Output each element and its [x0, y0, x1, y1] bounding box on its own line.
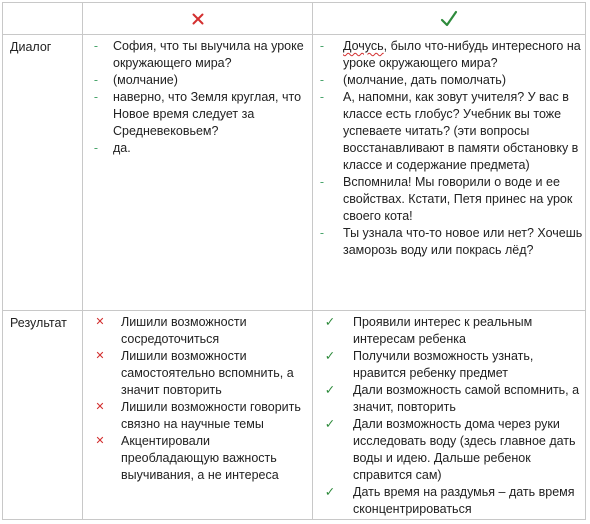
- header-bad-cell: [83, 3, 313, 34]
- check-bullet-icon: ✓: [324, 383, 336, 397]
- list-item: - Дочусь, было что-нибудь интересного на уроке окружающего мира?: [343, 38, 583, 72]
- header-row: [3, 3, 585, 35]
- list-item: - наверно, что Земля круглая, что Новое время следует за Средневековьем?: [113, 89, 309, 140]
- list-item: ✓ Дали возможность самой вспомнить, а значит, повторить: [324, 383, 580, 414]
- check-bullet-icon: ✓: [324, 349, 336, 363]
- dash-bullet-icon: -: [319, 175, 325, 189]
- list-item: - А, напомни, как зовут учителя? У вас в классе есть глобус? Учебник вы тоже успеваете читать? (эти вопросы восстанавливают в памяти обстановку в классе и содержание предмета): [343, 89, 583, 174]
- row-label-cell: [3, 35, 83, 310]
- dash-bullet-icon: -: [93, 73, 99, 87]
- dash-bullet-icon: -: [319, 90, 325, 104]
- cross-bullet-icon: ✕: [95, 401, 105, 413]
- row-label-result: Результат: [10, 316, 67, 330]
- cross-bullet-icon: ✕: [95, 435, 105, 447]
- list-item: ✓ Получили возможность узнать, нравится ребенку предмет: [324, 349, 534, 380]
- list-item: - Ты узнала что-то новое или нет? Хочешь заморозь воду или покрась лёд?: [343, 225, 583, 259]
- list-item: ✕ Лишили возможности говорить связно на научные темы: [121, 399, 309, 433]
- result-good-list: [324, 314, 585, 518]
- result-row: [3, 311, 585, 519]
- list-item: - София, что ты выучила на уроке окружающего мира?: [113, 38, 309, 72]
- list-item: ✕ Акцентировали преобладающую важность выучивания, а не интереса: [121, 433, 309, 484]
- dialog-good-cell: [313, 35, 585, 310]
- dash-bullet-icon: -: [93, 90, 99, 104]
- list-item: ✓ Дали возможность дома через руки исследовать воду (здесь главное дать воды и идею. Дальше ребенок справится сам): [324, 417, 576, 482]
- dash-bullet-icon: -: [319, 226, 325, 240]
- list-item: - (молчание, дать помолчать): [343, 72, 583, 89]
- result-bad-cell: [83, 311, 313, 519]
- list-item: - Вспомнила! Мы говорили о воде и ее свойствах. Кстати, Петя принес на урок своего кота!: [343, 174, 583, 225]
- check-bullet-icon: ✓: [324, 485, 336, 499]
- dash-bullet-icon: -: [93, 39, 99, 53]
- dash-bullet-icon: -: [93, 141, 99, 155]
- list-item: ✕ Лишили возможности сосредоточиться: [121, 314, 309, 348]
- misspelled-word: Дочусь: [343, 39, 384, 53]
- row-label-cell: [3, 311, 83, 519]
- checkmark-icon: [440, 10, 458, 28]
- check-bullet-icon: ✓: [324, 315, 336, 329]
- result-good-cell: [313, 311, 585, 519]
- dialog-bad-list: [93, 38, 309, 157]
- list-item: ✕ Лишили возможности самостоятельно вспомнить, а значит повторить: [121, 348, 309, 399]
- comparison-table: [2, 2, 586, 520]
- list-item: ✓ Проявили интерес к реальным интересам ребенка: [324, 315, 533, 346]
- check-bullet-icon: ✓: [324, 417, 336, 431]
- list-item: - (молчание): [113, 72, 309, 89]
- dialog-row: [3, 35, 585, 311]
- header-empty-cell: [3, 3, 83, 34]
- cross-bullet-icon: ✕: [95, 316, 105, 328]
- dialog-good-list: [319, 38, 583, 259]
- list-item: - да.: [113, 140, 309, 157]
- result-bad-list: [95, 314, 309, 484]
- list-item: ✓ Дать время на раздумья – дать время сконцентрироваться: [324, 485, 575, 516]
- dash-bullet-icon: -: [319, 39, 325, 53]
- header-good-cell: [313, 3, 585, 34]
- row-label-dialog: Диалог: [10, 40, 52, 54]
- cross-icon: [192, 13, 204, 25]
- dialog-bad-cell: [83, 35, 313, 310]
- cross-bullet-icon: ✕: [95, 350, 105, 362]
- dash-bullet-icon: -: [319, 73, 325, 87]
